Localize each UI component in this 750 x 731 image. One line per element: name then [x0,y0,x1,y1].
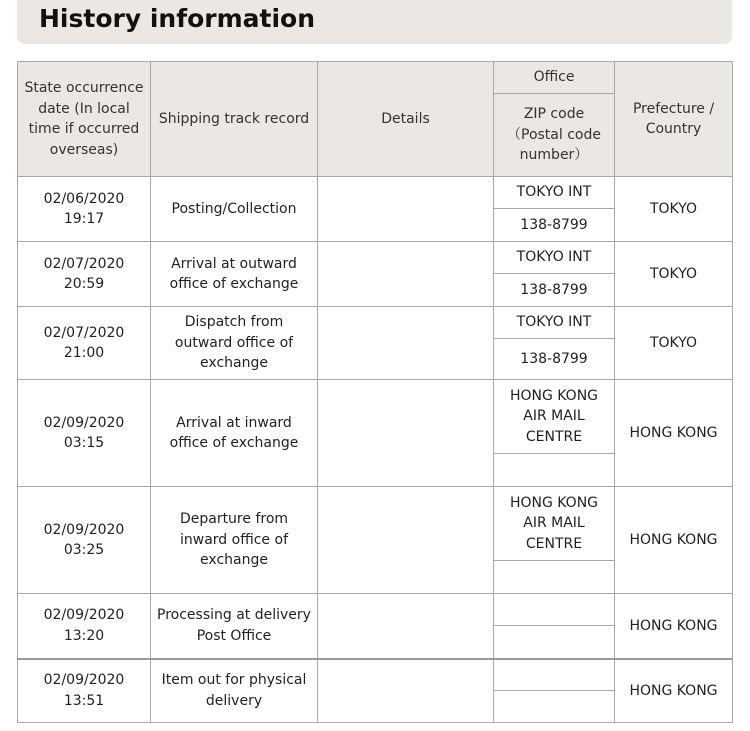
history-section-header [17,0,732,44]
row-3-details [318,307,494,380]
row-6-office [494,594,615,626]
row-2-office: TOKYO INT [494,242,615,274]
row-5-zip [494,561,615,594]
row-3-zip: 138-8799 [494,339,615,380]
row-7-date [18,659,151,723]
row-6-zip [494,626,615,659]
row-2-zip: 138-8799 [494,274,615,307]
row-2-date-value: 02/07/2020 [43,255,125,272]
row-7-prefecture: HONG KONG [615,659,733,723]
row-4-details [318,380,494,487]
row-3-prefecture: TOKYO [615,307,733,380]
row-2-time-value: 20:59 [63,276,105,292]
row-7-office [494,659,615,691]
row-3-date [18,307,151,380]
row-4-record: Arrival at inward office of exchange [151,380,318,487]
row-1-time-value: 19:17 [63,211,105,227]
row-4-date-value: 02/09/2020 [43,414,125,431]
row-7-date-value: 02/09/2020 [43,672,125,689]
row-5-details [318,487,494,594]
header-date: State occurrence date (In local time if occurred overseas) [18,62,151,177]
row-6-date-value: 02/09/2020 [43,607,125,624]
row-4-time-value: 03:15 [63,435,105,451]
row-1-office: TOKYO INT [494,177,615,209]
row-5-prefecture: HONG KONG [615,487,733,594]
header-zip-code: ZIP code（Postal code number） [494,94,615,177]
row-6-details [318,594,494,659]
row-3-office: TOKYO INT [494,307,615,339]
row-4-prefecture: HONG KONG [615,380,733,487]
row-3-time-value: 21:00 [63,345,105,361]
row-5-date [18,487,151,594]
row-6-record: Processing at delivery Post Office [151,594,318,659]
row-1-record: Posting/Collection [151,177,318,242]
history-table [17,61,733,723]
row-1-prefecture: TOKYO [615,177,733,242]
header-prefecture-country: Prefecture / Country [615,62,733,177]
row-6-time-value: 13:20 [63,627,105,644]
row-2-prefecture: TOKYO [615,242,733,307]
row-1-details [318,177,494,242]
row-2-details [318,242,494,307]
row-7-time-value: 13:51 [63,692,105,709]
row-2-record: Arrival at outward office of exchange [151,242,318,307]
header-shipping-track-record: Shipping track record [151,62,318,177]
row-5-date-value: 02/09/2020 [43,521,125,538]
row-1-date [18,177,151,242]
header-office: Office [494,62,615,94]
row-7-record: Item out for physical delivery [151,659,318,723]
row-4-office: HONG KONG AIR MAIL CENTRE [494,380,615,454]
row-3-date-value: 02/07/2020 [43,324,125,341]
row-6-date [18,594,151,659]
row-3-record: Dispatch from outward office of exchange [151,307,318,380]
row-2-date [18,242,151,307]
row-4-zip [494,454,615,487]
row-5-time-value: 03:25 [63,542,105,558]
row-7-details [318,659,494,723]
row-1-zip: 138-8799 [494,209,615,242]
row-6-prefecture: HONG KONG [615,594,733,659]
header-details: Details [318,62,494,177]
row-1-date-value: 02/06/2020 [43,190,125,207]
section-title: History information [39,4,315,33]
row-5-record: Departure from inward office of exchange [151,487,318,594]
row-7-zip [494,691,615,723]
row-5-office: HONG KONG AIR MAIL CENTRE [494,487,615,561]
row-4-date [18,380,151,487]
